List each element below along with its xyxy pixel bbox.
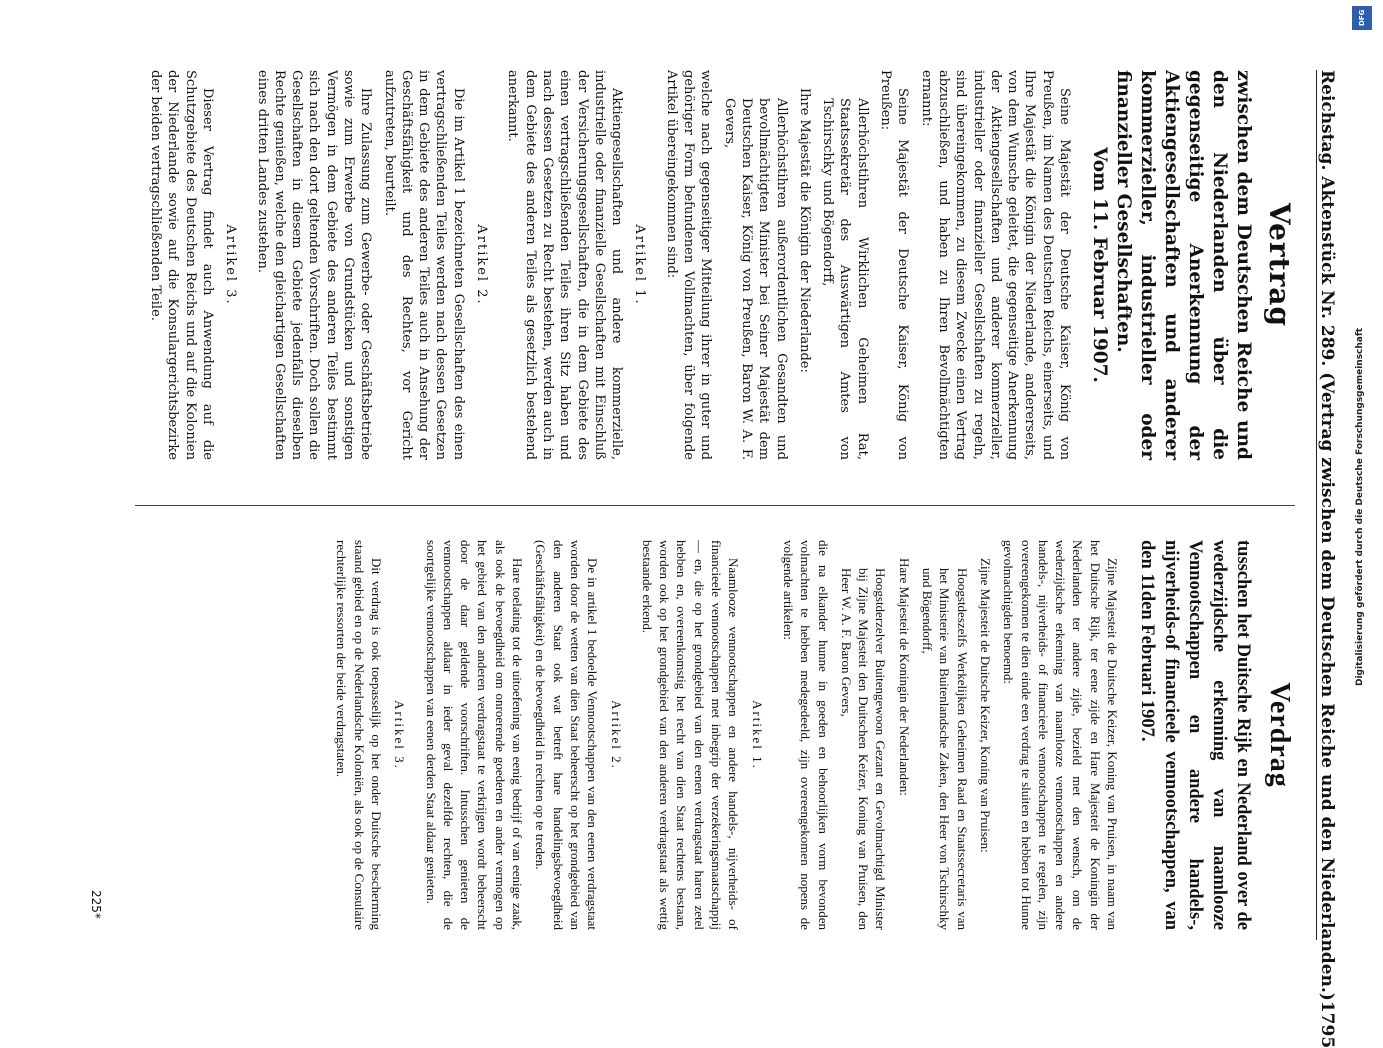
dutch-article-2-text-a: De in artikel 1 bedoelde Vennootschappen van den eenen verdragstaat worden door de wetten van dien Staat beheerscht op het grondgebied van den anderen Staat ook wat betreft hare handelingsbevoegdheid (Geschäftsfähigkeit) en de bevoegdheid in rechten op te treden. — [533, 540, 601, 930]
german-title: Vertrag — [1263, 202, 1296, 328]
dutch-article-1-heading: Artikel 1. — [749, 700, 765, 770]
german-article-3-heading: Artikel 3. — [223, 224, 239, 306]
german-plenipotentiary-1: Allerhöchstihren Wirklichen Geheimen Rat, Staatssekretär des Auswärtigen Amtes von Tschirschky und Bögendorff, — [820, 98, 870, 460]
digitization-credit — [1352, 6, 1372, 994]
dutch-subtitle: tusschen het Duitsche Rijk en Nederland over de wederzijdsche erkenning van naamlooze Vennootschappen en andere handels-, nijverheids-of financieele vennootschappen, van den 11den Februari 1907. — [1137, 540, 1253, 930]
german-party-2: Ihre Majestät die Königin der Niederlande: — [796, 88, 812, 373]
german-article-2-text-b: Ihre Zulassung zum Gewerbe- oder Geschäftsbetriebe sowie zum Erwerbe von Grundstücken und sonstigen Vermögen in dem Gebiete des anderen Teiles bestimmt sich nach den dort geltenden Vorschriften. Doch sollen die Gesellschaften in diesem Gebiete jedenfalls dieselben Rechte genießen, welche den gleichartigen Gesellschaften eines dritten Landes zustehen. — [254, 70, 374, 460]
german-agreement-clause: welche nach gegenseitiger Mitteilung ihrer in guter und gehöriger Form befundenen Vollmachten, über folgende Artikel übereingekommen sind: — [663, 70, 714, 460]
german-preamble: Seine Majestät der Deutsche Kaiser, König von Preußen, im Namen des Deutschen Reichs, einerseits, und Ihre Majestät die Königin der Niederlande, andererseits, von dem Wunsche geleitet, die gegenseitige Anerkennung der Aktiengesellschaften und anderer kommerzieller, industrieller oder finanzieller Gesellschaften zu regeln, sind übereingekommen, zu diesem Zwecke einen Vertrag abzuschließen, und haben zu Ihren Bevollmächtigten ernannt: — [918, 70, 1072, 460]
column-divider — [135, 505, 1295, 506]
dutch-article-3-heading: Artikel 3. — [392, 700, 408, 770]
dutch-agreement-clause: die na elkander hunne in goeden en behoorlijken vorm bevonden volmachten te hebben medegedeeld, zijn overeengekomen nopens de volgende artikelen: — [780, 540, 831, 930]
dfg-logo: DFG — [1352, 6, 1372, 30]
german-article-3-text: Dieser Vertrag findet auch Anwendung auf die Schutzgebiete des Deutschen Reichs und auf die Kolonien der Niederlande sowie auf die Konsulargerichtsbezirke der beiden vertragschließenden Teile. — [148, 70, 215, 460]
german-party-1: Seine Majestät der Deutsche Kaiser, König von Preußen: — [878, 70, 911, 460]
running-head-text: Reichstag. Aktenstück Nr. 289. (Vertrag zwischen dem Deutschen Reiche und den Niederlanden.) — [1317, 70, 1337, 1001]
page-number: 1795 — [1317, 1000, 1337, 1048]
running-head — [1316, 70, 1343, 1048]
signature-mark: 225* — [89, 890, 103, 919]
dutch-preamble: Zijne Majesteit de Duitsche Keizer, Koning van Pruisen, in naam van het Duitsche Rijk, ter eene zijde en Hare Majesteit de Koningin der Nederlanden ter andere zijde, bezield met den wensch, om de wederzijdsche erkenning van naamlooze vennootschappen en andere handels-, nijverheids- of financieele vennootschappen te regelen, zijn overeengekomen te dien einde een verdrag te sluiten en hebben tot Hunne gevolmachtigden benoemd: — [1001, 540, 1120, 930]
german-article-2-text-a: Die im Artikel 1 bezeichneten Gesellschaften des einen vertragschließenden Teiles werden nach dessen Gesetzen in dem Gebiete des anderen Teiles auch in Ansehung der Geschäftsfähigkeit und des Rechtes, vor Gericht aufzutreten, beurteilt. — [381, 70, 466, 460]
dutch-title: Verdrag — [1264, 682, 1295, 788]
dutch-article-2-text-b: Hare toelating tot de uitoefening van eenig bedrijf of van eenige zaak, als ook de bevoegdheid om onroerende goederen en ander vermogen op het gebied van den anderen verdragstaat te verkrijgen wordt beheerscht door de daar geldende voorschriften. Intusschen genieten de vennootschappen aldaar in ieder geval dezelfde rechten, die de soortgelijke vennootschappen van eenen derden Staat aldaar genieten. — [423, 540, 526, 930]
dutch-column — [135, 540, 1295, 930]
dutch-party-2: Hare Majesteit de Koningin der Nederlanden: — [896, 558, 912, 796]
german-plenipotentiary-2: Allerhöchstihren außerordentlichen Gesandten und bevollmächtigten Minister bei Seiner Majestät dem Deutschen Kaiser, König von Preußen, Baron W. A. F. Gevers, — [721, 98, 789, 460]
german-article-1-text: Aktiengesellschaften und andere kommerzielle, industrielle oder finanzielle Gesellschaften mit Einschluß der Versicherungsgesellschaften, die in dem Gebiete des einen vertragschließenden Teiles ihren Sitz haben und nach dessen Gesetzen zu Recht bestehen, werden auch in dem Gebiete des anderen Teiles als gesetzlich bestehend anerkannt. — [505, 70, 625, 460]
german-subtitle: zwischen dem Deutschen Reiche und den Niederlanden über die gegenseitige Anerkennung der Aktiengesellschaften und anderer kommerzieller, industrieller oder finanzieller Gesellschaften. — [1113, 70, 1254, 460]
dutch-article-3-text: Dit verdrag is ook toepasselijk op het onder Duitsche bescherming staand gebied en op de Nederlandsche Koloniën, als ook op de Consulaire rechterlijke ressorten der beide verdragstaten. — [334, 540, 385, 930]
german-article-2-heading: Artikel 2. — [474, 224, 490, 306]
german-article-1-heading: Artikel 1. — [632, 224, 648, 306]
dutch-article-2-heading: Artikel 2. — [608, 700, 624, 770]
dutch-plenipotentiary-1: Hoogstdeszelfs Werkelijken Geheimen Raad en Staatssecretaris van het Ministerie van Buitenlandsche Zaken, den Heer von Tschirschky und Bögendorff, — [920, 568, 970, 930]
dutch-plenipotentiary-2: Hoogstderzelver Buitengewoon Gezant en Gevolmachtigd Minister bij Zijne Majesteit den Duitschen Keizer, Koning van Pruisen, den Heer W. A. F. Baron Gevers, — [838, 568, 889, 930]
digitization-note: Digitalisierung gefördert durch die Deutsche Forschungsgemeinschaft — [1355, 327, 1365, 686]
dutch-party-1: Zijne Majesteit de Duitsche Keizer, Koning van Pruisen: — [977, 558, 993, 853]
dutch-article-1-text: Naamlooze vennootschappen en andere handels-, nijverheids- of financieele vennootschappen met inbegrip der verzekeringsmaatschappij — en, die op het grondgebied van den eenen verdragstaat haren zetel hebben en, overeenkomstig het recht van dien Staat rechtens bestaan, worden ook op het grondgebied van den anderen verdragstaat als wettig bestaande erkend. — [639, 540, 742, 930]
german-column — [135, 70, 1295, 460]
german-date: Vom 11. Februar 1907. — [1089, 147, 1110, 383]
